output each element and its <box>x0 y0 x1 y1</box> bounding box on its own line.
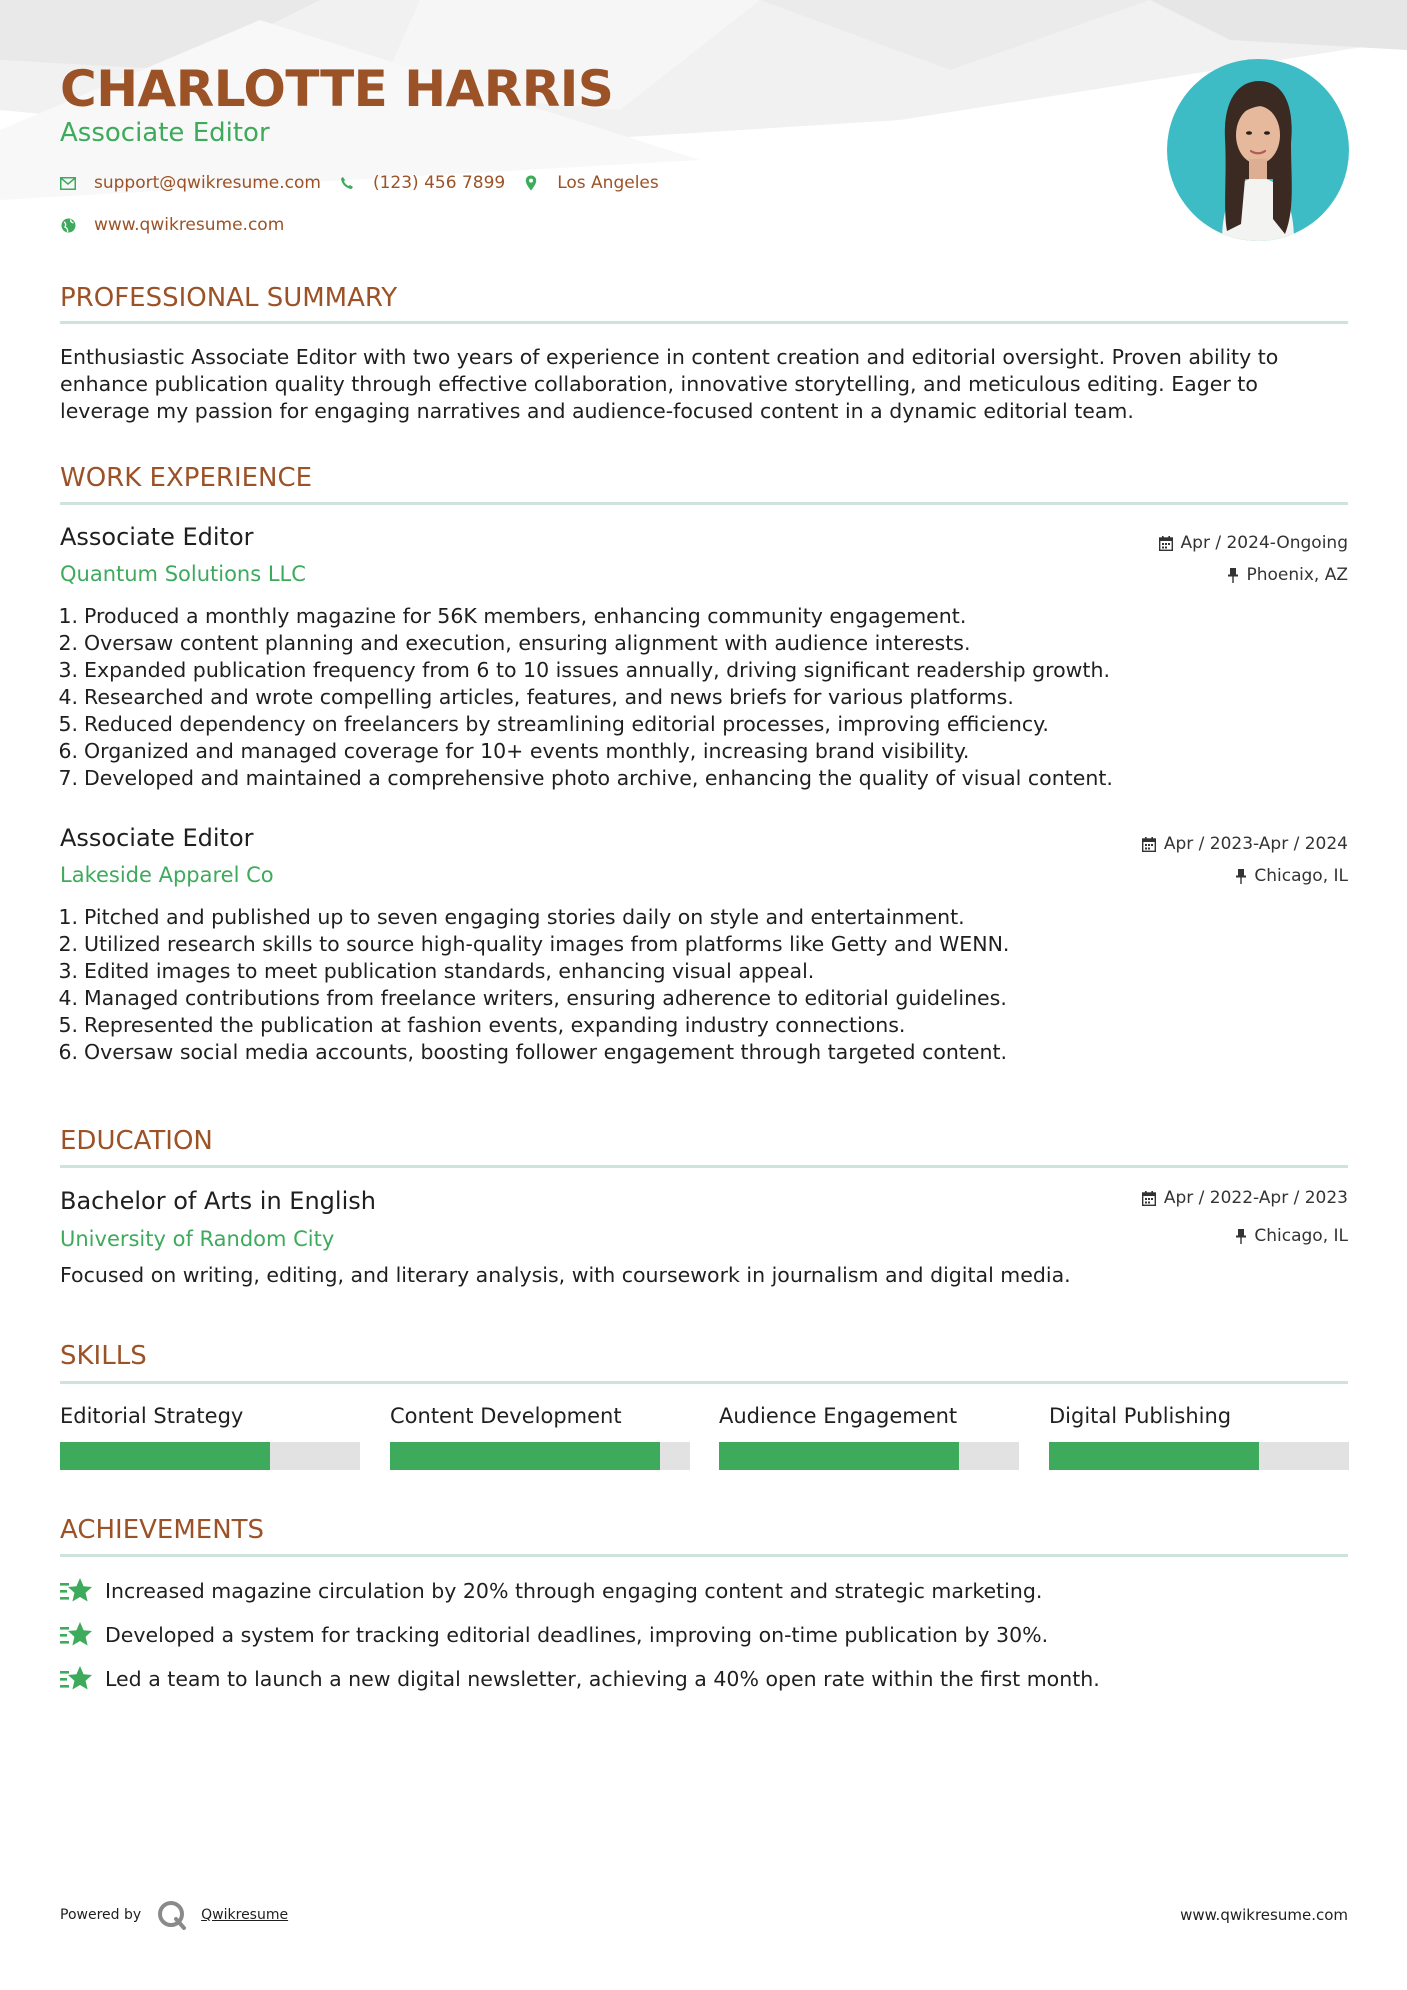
summary-text: Enthusiastic Associate Editor with two years of experience in content creation and editorial oversight. Proven ability to enhance publication quality through effective collaboration, innovative storytelling, and meticulous editing. Eager to leverage my passion for engaging narratives and audience-focused content in a dynamic editorial team. <box>60 345 1279 423</box>
job-company: Quantum Solutions LLC <box>60 562 306 586</box>
star-icon <box>60 1577 92 1605</box>
section-divider <box>60 502 1348 505</box>
location-text: Los Angeles <box>557 173 659 193</box>
footer-website[interactable]: www.qwikresume.com <box>1180 1906 1348 1924</box>
job-dates <box>1142 834 1348 854</box>
list-item: 3. Edited images to meet publication standards, enhancing visual appeal. <box>58 959 815 983</box>
section-divider <box>60 321 1348 324</box>
list-item: 6. Organized and managed coverage for 10+ events monthly, increasing brand visibility. <box>58 739 970 763</box>
qwikresume-logo-icon <box>157 1900 187 1930</box>
phone-number[interactable]: (123) 456 7899 <box>372 173 506 193</box>
job-dates-text: Apr / 2023-Apr / 2024 <box>1163 834 1348 854</box>
education-heading: EDUCATION <box>60 1126 213 1156</box>
job-dates <box>1159 533 1348 553</box>
candidate-name: CHARLOTTE HARRIS <box>60 60 614 118</box>
contact-row <box>60 173 677 193</box>
education-location <box>1236 1226 1348 1246</box>
list-item: 6. Oversaw social media accounts, boosting follower engagement through targeted content. <box>58 1040 1008 1064</box>
calendar-icon <box>1142 1191 1156 1206</box>
education-location-text: Chicago, IL <box>1254 1226 1348 1246</box>
calendar-icon <box>1159 536 1173 551</box>
envelope-icon <box>60 175 76 191</box>
achievement-text: Led a team to launch a new digital newsletter, achieving a 40% open rate within the first month. <box>105 1667 1100 1691</box>
skill-bar <box>719 1442 1019 1470</box>
skill-bar <box>1049 1442 1349 1470</box>
star-icon <box>60 1665 92 1693</box>
candidate-role: Associate Editor <box>60 118 270 148</box>
footer-powered-by <box>60 1900 288 1930</box>
education-dates <box>1142 1188 1348 1208</box>
list-item: 4. Managed contributions from freelance writers, ensuring adherence to editorial guidelines. <box>58 986 1007 1010</box>
achievements-heading: ACHIEVEMENTS <box>60 1515 265 1545</box>
achievement-item <box>60 1621 1048 1649</box>
degree-title: Bachelor of Arts in English <box>60 1187 376 1215</box>
job-dates-text: Apr / 2024-Ongoing <box>1180 533 1348 553</box>
skill-item <box>719 1404 1019 1470</box>
skill-name: Digital Publishing <box>1049 1404 1232 1428</box>
profile-photo <box>1167 59 1349 241</box>
skill-item <box>1049 1404 1349 1470</box>
list-item: 2. Utilized research skills to source high-quality images from platforms like Getty and WENN. <box>58 932 1010 956</box>
pushpin-icon <box>1236 869 1246 884</box>
list-item: 4. Researched and wrote compelling articles, features, and news briefs for various platforms. <box>58 685 1014 709</box>
education-description: Focused on writing, editing, and literary analysis, with coursework in journalism and digital media. <box>60 1263 1071 1287</box>
skill-bar <box>60 1442 360 1470</box>
list-item: 1. Produced a monthly magazine for 56K members, enhancing community engagement. <box>58 604 967 628</box>
website-row <box>60 215 302 235</box>
skill-name: Editorial Strategy <box>60 1404 244 1428</box>
summary-heading: PROFESSIONAL SUMMARY <box>60 283 398 313</box>
job-location <box>1236 866 1348 886</box>
section-divider <box>60 1381 1348 1384</box>
school-name: University of Random City <box>60 1227 335 1251</box>
job-bullets <box>52 904 1352 1066</box>
skill-bar-fill <box>719 1442 959 1470</box>
section-divider <box>60 1554 1348 1557</box>
job-bullets <box>52 603 1352 792</box>
website-link[interactable]: www.qwikresume.com <box>94 215 285 235</box>
job-title: Associate Editor <box>60 523 254 551</box>
globe-icon <box>60 217 76 233</box>
achievement-item <box>60 1665 1100 1693</box>
section-divider <box>60 1165 1348 1168</box>
achievement-text: Increased magazine circulation by 20% through engaging content and strategic marketing. <box>105 1579 1043 1603</box>
list-item: 5. Reduced dependency on freelancers by streamlining editorial processes, improving efficiency. <box>58 712 1049 736</box>
job-location <box>1228 565 1348 585</box>
achievement-item <box>60 1577 1042 1605</box>
list-item: 5. Represented the publication at fashion events, expanding industry connections. <box>58 1013 906 1037</box>
skill-name: Content Development <box>390 1404 622 1428</box>
skills-heading: SKILLS <box>60 1341 147 1371</box>
job-title: Associate Editor <box>60 824 254 852</box>
email-link[interactable]: support@qwikresume.com <box>94 173 321 193</box>
list-item: 2. Oversaw content planning and execution, ensuring alignment with audience interests. <box>58 631 971 655</box>
achievement-text: Developed a system for tracking editorial deadlines, improving on-time publication by 30%. <box>105 1623 1049 1647</box>
skill-bar <box>390 1442 690 1470</box>
education-dates-text: Apr / 2022-Apr / 2023 <box>1163 1188 1348 1208</box>
powered-by-label: Powered by <box>60 1907 142 1923</box>
map-pin-icon <box>523 175 539 191</box>
phone-icon <box>339 175 355 191</box>
qwikresume-link[interactable]: Qwikresume <box>201 1907 289 1923</box>
skill-item <box>60 1404 360 1470</box>
skill-bar-fill <box>390 1442 660 1470</box>
list-item: 1. Pitched and published up to seven engaging stories daily on style and entertainment. <box>58 905 965 929</box>
list-item: 3. Expanded publication frequency from 6 to 10 issues annually, driving significant readership growth. <box>58 658 1110 682</box>
star-icon <box>60 1621 92 1649</box>
job-location-text: Chicago, IL <box>1254 866 1348 886</box>
pushpin-icon <box>1236 1229 1246 1244</box>
skill-bar-fill <box>1049 1442 1259 1470</box>
skill-name: Audience Engagement <box>719 1404 958 1428</box>
experience-heading: WORK EXPERIENCE <box>60 463 313 493</box>
job-company: Lakeside Apparel Co <box>60 863 274 887</box>
pushpin-icon <box>1228 568 1238 583</box>
calendar-icon <box>1142 837 1156 852</box>
job-location-text: Phoenix, AZ <box>1246 565 1348 585</box>
skill-bar-fill <box>60 1442 270 1470</box>
skill-item <box>390 1404 690 1470</box>
list-item: 7. Developed and maintained a comprehensive photo archive, enhancing the quality of visual content. <box>58 766 1113 790</box>
